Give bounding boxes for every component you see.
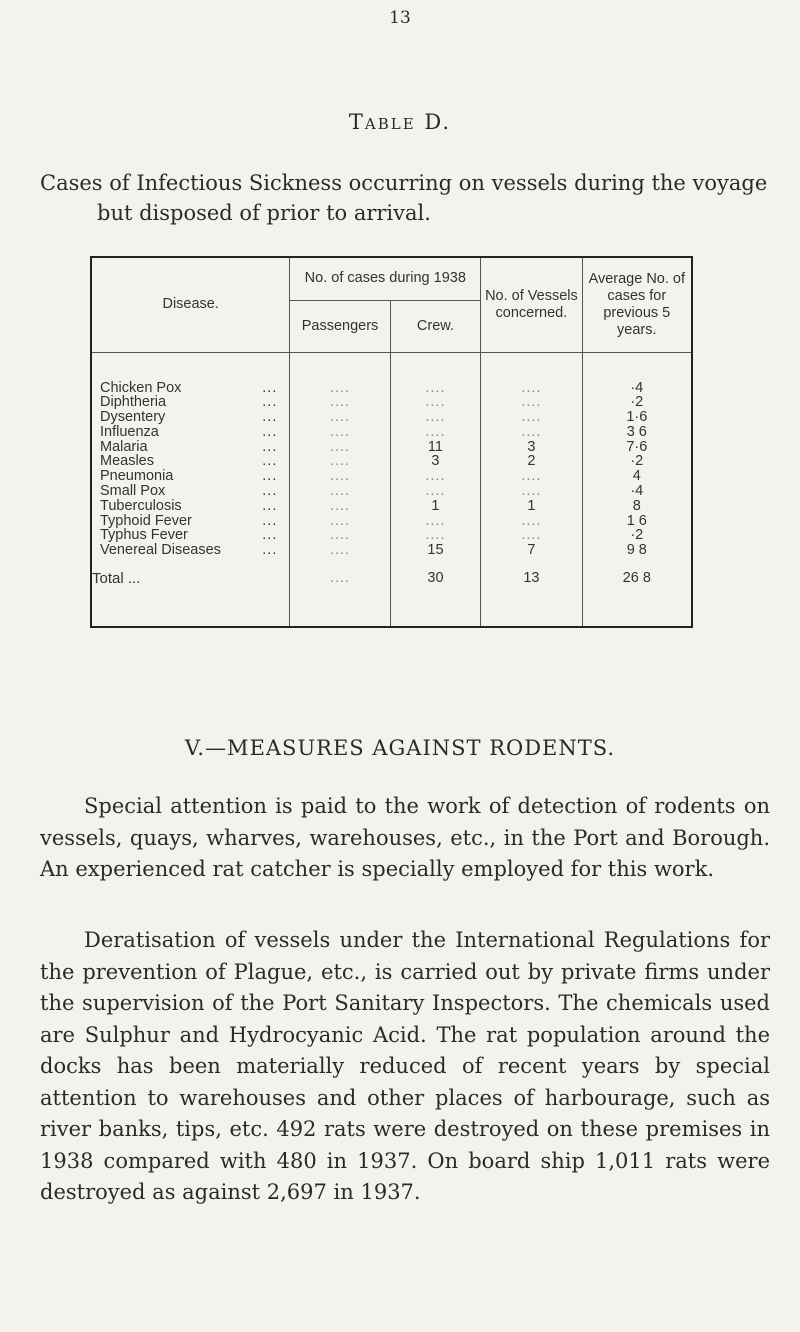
disease-row [92,543,289,558]
average-value: ·4 [630,484,644,499]
disease-row [92,514,289,529]
header-disease: Disease. [91,257,290,352]
crew-value: .... [425,380,446,396]
disease-row [92,440,289,455]
average-value: 3 6 [626,424,647,440]
average-value: 1 6 [626,513,647,529]
passengers-value: .... [329,454,351,470]
vessels-value: 3 [527,439,536,455]
passengers-column [290,353,389,571]
disease-name: Malaria [100,439,148,455]
infectious-sickness-table [90,256,693,628]
disease-row [92,381,289,396]
crew-value: 11 [427,439,443,455]
vessels-value: .... [521,528,542,544]
passengers-value: .... [329,498,351,514]
leader-dots: ... [262,380,278,396]
crew-value: .... [425,469,446,485]
crew-value: 1 [431,498,440,514]
disease-name: Tuberculosis [100,498,182,514]
leader-dots: ... [262,484,278,499]
crew-value: 15 [427,543,444,559]
leader-dots: ... [262,424,278,440]
leader-dots: ... [262,513,278,529]
disease-row [92,528,289,543]
passengers-value: .... [329,528,351,544]
paragraph-deratisation: Deratisation of vessels under the International Regulations for the prevention of Plague, etc., is carried out by private firms under the supervision of the Port Sanitary Inspectors. The chemicals used are Sulphur and Hydrocyanic Acid. The rat population around the docks has been materially reduced of recent years by special attention to warehouses and other places of harbourage, such as river banks, tips, etc. 492 rats were destroyed on these premises in 1938 compared with 480 in 1937. On board ship 1,011 rats were destroyed as against 2,697 in 1937. [40,928,770,1204]
average-value: ·4 [630,380,644,396]
passengers-value: .... [329,410,351,425]
vessels-value: 7 [527,543,536,559]
total-passengers: .... [290,570,390,627]
disease-name: Dysentery [100,410,166,425]
crew-value: .... [425,513,446,529]
disease-name: Chicken Pox [100,380,182,396]
disease-row [92,484,289,499]
leader-dots: ... [262,528,278,544]
disease-name: Typhoid Fever [100,513,192,529]
table-caption [40,168,770,228]
section-heading: V.—MEASURES AGAINST RODENTS. [184,736,616,760]
average-value: ·2 [630,395,644,411]
leader-dots: ... [262,410,278,425]
vessels-value: 2 [527,454,536,470]
disease-row [92,469,289,484]
disease-column [92,353,289,571]
disease-name: Influenza [100,424,159,440]
disease-name: Typhus Fever [100,528,188,544]
vessels-column [481,353,581,571]
crew-value: .... [425,395,446,411]
disease-name: Measles [100,454,154,470]
total-row [91,570,692,627]
leader-dots: ... [262,498,278,514]
caption-line-1: Cases of Infectious Sickness occurring on vessels during the voyage [40,171,768,195]
total-crew: 30 [390,570,481,627]
passengers-value: .... [329,469,351,485]
leader-dots: ... [262,543,278,559]
crew-value: .... [425,410,446,425]
vessels-value: .... [521,513,542,529]
vessels-value: .... [521,424,542,440]
crew-value: .... [425,484,446,499]
disease-name: Pneumonia [100,469,174,485]
average-value: 1·6 [626,410,648,425]
header-cases-group: No. of cases during 1938 [290,257,481,300]
average-column [583,353,691,571]
vessels-value: .... [521,469,542,485]
vessels-value: .... [521,410,542,425]
passengers-value: .... [329,543,351,559]
vessels-value: .... [521,395,542,411]
disease-row [92,425,289,440]
vessels-value: 1 [527,498,536,514]
table-title: Table D. [348,110,452,134]
header-vessels: No. of Vessels concerned. [481,257,582,352]
crew-value: .... [425,528,446,544]
crew-value: .... [425,424,446,440]
passengers-value: .... [329,513,351,529]
passengers-value: .... [329,424,351,440]
disease-name: Diphtheria [100,395,167,411]
page-number: 13 [389,8,411,28]
header-passengers: Passengers [290,300,390,352]
passengers-value: .... [329,484,351,499]
leader-dots: ... [262,469,278,485]
average-value: 9 8 [626,543,647,559]
header-crew: Crew. [390,300,481,352]
average-value: 8 [632,498,641,514]
passengers-value: .... [329,395,351,411]
paragraph-rodent-detection: Special attention is paid to the work of detection of rodents on vessels, quays, wharves, warehouses, etc., in the Port and Borough. An experienced rat catcher is specially employed for this work. [40,794,770,881]
total-vessels: 13 [481,570,582,627]
header-average: Average No. of cases for previous 5 years. [582,257,692,352]
vessels-value: .... [521,484,542,499]
disease-row [92,499,289,514]
average-value: 7·6 [626,439,648,455]
total-label: Total ... [91,570,290,627]
leader-dots: ... [262,454,278,470]
average-value: ·2 [630,528,644,544]
average-value: ·2 [630,454,644,470]
disease-row [92,410,289,425]
leader-dots: ... [262,439,278,455]
vessels-value: .... [521,380,542,396]
disease-name: Venereal Diseases [100,543,221,559]
crew-value: 3 [431,454,440,470]
caption-line-2: but disposed of prior to arrival. [97,201,431,225]
passengers-value: .... [329,380,351,396]
disease-name: Small Pox [100,484,166,499]
disease-row [92,395,289,410]
leader-dots: ... [262,395,278,411]
total-average: 26 8 [582,570,692,627]
passengers-value: .... [329,439,351,455]
crew-column [391,353,481,571]
average-value: 4 [632,469,641,485]
disease-row [92,454,289,469]
